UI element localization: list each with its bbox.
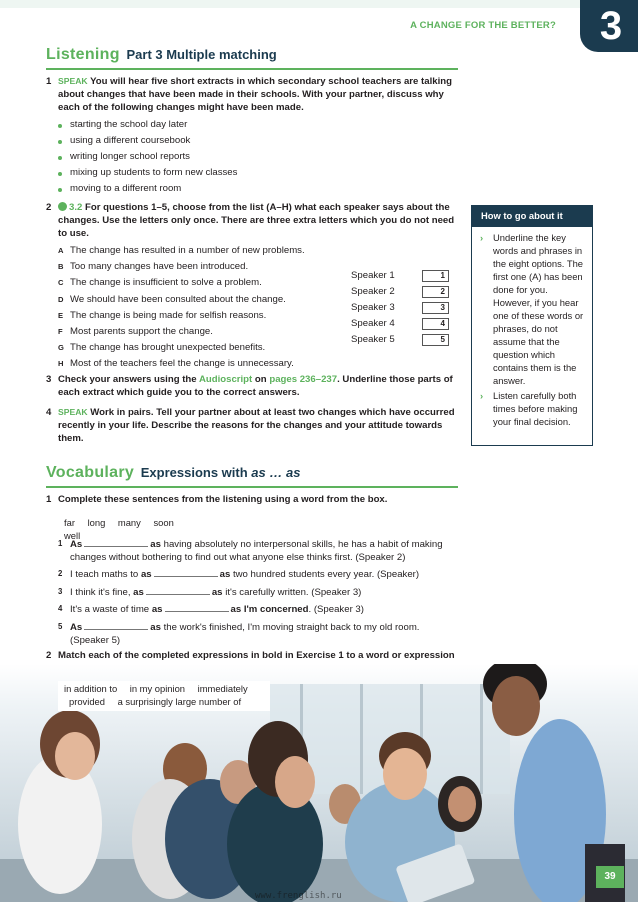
option-text: We should have been consulted about the change.	[70, 293, 286, 305]
answer-box[interactable]: 3	[422, 302, 449, 314]
speaker-row	[351, 316, 449, 332]
change-list	[46, 119, 458, 196]
option-letter: B	[58, 262, 64, 272]
listening-subtitle: Part 3 Multiple matching	[126, 47, 277, 62]
speak-label: SPEAK	[58, 76, 88, 86]
option-letter: G	[58, 343, 64, 353]
answer-gap[interactable]	[84, 538, 148, 547]
vocab-q1-instruction	[46, 494, 458, 507]
speaker-row	[351, 284, 449, 300]
option-text: Too many changes have been introduced.	[70, 261, 249, 273]
sentence-5	[46, 621, 458, 648]
q3-number: 3	[46, 374, 52, 385]
word: long	[87, 517, 106, 528]
sentence-bold-end: as	[219, 569, 231, 581]
sentence-bold-end: as	[211, 586, 223, 598]
sentence-2: 2 I teach maths to as as two hundred students every year. (Speaker)	[58, 569, 420, 581]
word: far	[64, 517, 75, 528]
speak-label: SPEAK	[58, 407, 88, 417]
speaker-label: Speaker 4	[351, 317, 395, 329]
list-item: starting the school day later	[46, 119, 458, 132]
top-strip	[0, 0, 638, 8]
tip-text: Listen carefully both times before making your final decision.	[493, 389, 578, 427]
sentence-text: it's carefully written. (Speaker 3)	[225, 586, 362, 598]
list-item: mixing up students to form new classes	[46, 167, 458, 180]
sentence-number: 5	[58, 621, 63, 631]
option-text: The change has resulted in a number of new problems.	[70, 244, 305, 256]
q3-text-pre: Check your answers using the	[58, 374, 197, 385]
how-to-box	[471, 205, 593, 446]
vocab-q1-text: Complete these sentences from the listening using a word from the box.	[58, 494, 388, 505]
sentence-number: 4	[58, 604, 63, 614]
option-letter: D	[58, 294, 64, 304]
q1-number: 1	[46, 76, 52, 87]
option-text: The change has brought unexpected benefits.	[70, 342, 266, 354]
sentence-4: 4 It's a waste of time as as I'm concerned. (Speaker 3)	[58, 604, 364, 616]
sentence-text-start: I think it's fine,	[70, 586, 131, 598]
vocabulary-subtitle	[141, 465, 301, 480]
option-letter: A	[58, 245, 64, 255]
answer-gap[interactable]	[154, 568, 218, 577]
audio-icon[interactable]	[58, 202, 67, 211]
word-line	[64, 683, 264, 696]
option-h	[46, 358, 458, 371]
speaker-label: Speaker 2	[351, 285, 395, 297]
word: provided	[69, 695, 105, 707]
speaker-label: Speaker 5	[351, 333, 395, 345]
q1-text: You will hear five short extracts in which secondary school teachers are talking about changes that have been made in their schools. With your partner, discuss why each of the following changes might have been made.	[58, 76, 452, 113]
speaker-row	[351, 332, 449, 348]
vocabulary-heading	[46, 462, 458, 488]
watermark-text: www.frenglish.ru	[255, 891, 342, 901]
q1-instruction	[46, 76, 458, 115]
word: soon	[153, 517, 174, 528]
answer-gap[interactable]	[165, 603, 229, 612]
word: a surprisingly large number of	[117, 695, 242, 707]
pages-link[interactable]: pages 236–237	[269, 374, 338, 385]
speaker-label: Speaker 1	[351, 269, 395, 281]
vocab-q1	[46, 494, 458, 507]
word-box	[58, 513, 214, 541]
page-number: 39	[596, 866, 624, 888]
word: in my opinion	[129, 683, 186, 694]
q4-instruction	[46, 407, 458, 446]
sentence-bold-start: As	[70, 621, 83, 633]
word: many	[117, 517, 141, 528]
chevron-right-icon: ›	[480, 232, 484, 243]
q4-number: 4	[46, 407, 52, 418]
vocab-q1-number: 1	[46, 494, 52, 505]
list-item: using a different coursebook	[46, 135, 458, 148]
speaker-answer-grid	[351, 268, 449, 348]
sentence-number: 3	[58, 586, 63, 596]
word-line	[64, 696, 264, 709]
tip-item	[472, 232, 592, 388]
sentence-3: 3 I think it's fine, as as it's carefully written. (Speaker 3)	[58, 586, 362, 598]
option-text: Most parents support the change.	[70, 325, 213, 337]
answer-box[interactable]: 1	[422, 270, 449, 282]
vocab-q2-number: 2	[46, 650, 52, 661]
listening-q4	[46, 407, 458, 446]
vocabulary-title: Vocabulary	[46, 464, 135, 481]
answer-box[interactable]: 4	[422, 318, 449, 330]
sentence-text: . (Speaker 3)	[308, 604, 364, 616]
listening-heading	[46, 44, 458, 70]
option-letter: C	[58, 278, 64, 288]
list-item: writing longer school reports	[46, 151, 458, 164]
answer-gap[interactable]	[146, 586, 210, 595]
option-text: The change is insufficient to solve a problem.	[70, 277, 262, 289]
vocab-q2-text: Match each of the completed expressions in bold in Exercise 1 to a word or expression	[58, 650, 455, 661]
option-text: The change is being made for selfish reasons.	[70, 309, 267, 321]
chevron-right-icon: ›	[480, 389, 484, 401]
sentence-text: two hundred students every year. (Speaker)	[232, 569, 420, 581]
listening-q1	[46, 76, 458, 199]
q2-text: For questions 1–5, choose from the list (A–H) what each speaker says about the changes. Use the letters only once. There are three extra letters which you do not need to use.	[58, 202, 455, 239]
answer-gap[interactable]	[84, 621, 148, 630]
word: well	[64, 529, 81, 541]
answer-box[interactable]: 5	[422, 334, 449, 346]
speaker-label: Speaker 3	[351, 301, 395, 313]
option-letter: F	[58, 326, 63, 336]
word-box-2	[58, 681, 270, 711]
vocab-sentences	[46, 538, 458, 651]
sentence-text-start: I teach maths to	[70, 569, 139, 581]
sentence-1	[46, 538, 458, 565]
q2-number: 2	[46, 202, 52, 213]
subtitle-text: Expressions with	[140, 465, 248, 480]
word: immediately	[197, 683, 248, 694]
sentence-number: 1	[58, 539, 63, 548]
unit-number-badge: 3	[580, 0, 638, 52]
q4-text: Work in pairs. Tell your partner about at least two changes which have occurred recently in your life. Describe the reasons for the changes and your attitude towards them.	[58, 407, 455, 444]
unit-title: A CHANGE FOR THE BETTER?	[410, 20, 556, 31]
listening-title: Listening	[46, 46, 120, 63]
sentence-number: 2	[58, 569, 63, 579]
sentence-text: having absolutely no interpersonal skills, he has a habit of making changes without bothering to find out what anyone else thinks first. (Speaker 2)	[70, 539, 443, 563]
sentence-bold-end: as	[150, 621, 161, 633]
option-letter: H	[58, 359, 64, 369]
tip-item	[472, 390, 592, 429]
option-text: Most of the teachers feel the change is unnecessary.	[70, 358, 294, 370]
audio-track: 3.2	[69, 202, 83, 213]
how-to-title: How to go about it	[472, 206, 592, 227]
sentence-text-start: It's a waste of time	[70, 604, 150, 616]
q3-text-post: . Underline those parts of each extract which guide you to the correct answers.	[58, 374, 453, 398]
sentence-bold-start: As	[70, 539, 83, 550]
speaker-row	[351, 268, 449, 284]
tip-text: Underline the key words and phrases in the eight options. The first one (A) has been done for you. However, if you hear one of these words or phrases, do not assume that the question which contains them is the answer.	[493, 232, 584, 386]
sentence-text: the work's finished, I'm moving straight back to my old room. (Speaker 5)	[70, 621, 420, 646]
answer-box[interactable]: 2	[422, 286, 449, 298]
option-a	[46, 245, 458, 258]
option-letter: E	[58, 310, 64, 320]
q3-instruction	[46, 374, 458, 400]
sentence-bold-end: as	[150, 539, 161, 550]
speaker-row	[351, 300, 449, 316]
q3-text-mid: on	[254, 374, 267, 385]
list-item: moving to a different room	[46, 183, 458, 196]
audioscript-link[interactable]: Audioscript	[198, 374, 253, 385]
listening-q3	[46, 374, 458, 400]
word: in addition to	[64, 683, 118, 694]
q2-instruction	[46, 202, 458, 241]
sentence-bold-end: as I'm concerned	[230, 604, 309, 616]
subtitle-italic: as … as	[251, 465, 301, 480]
